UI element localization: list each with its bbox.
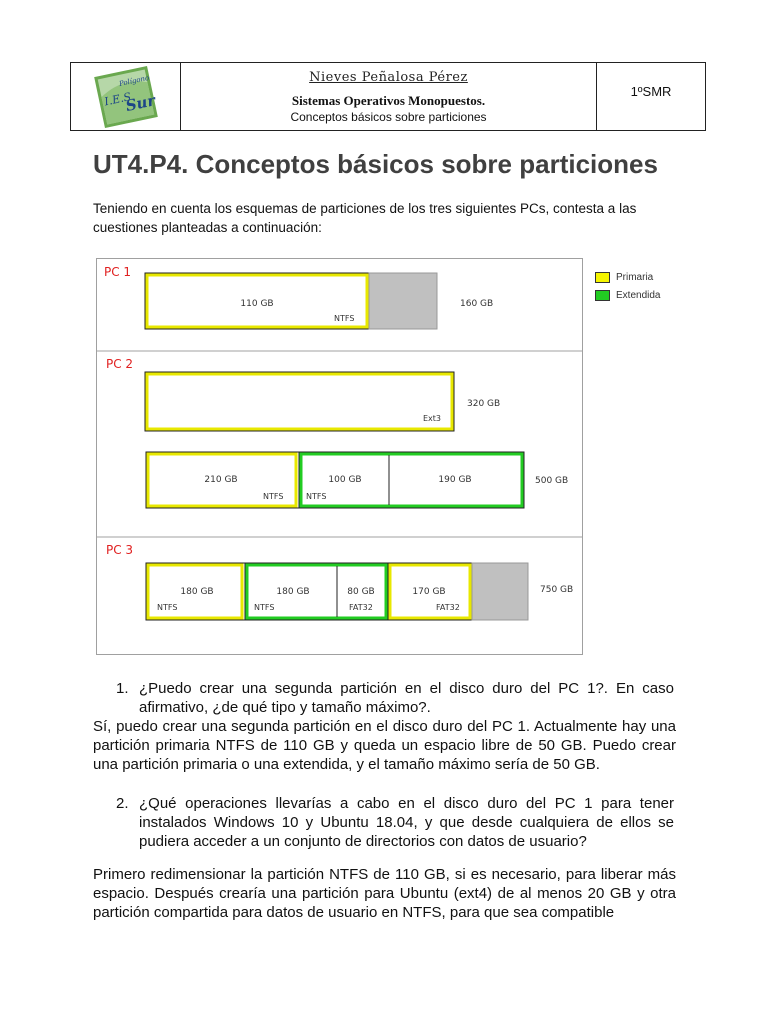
pc3-label: PC 3 [106, 543, 134, 557]
question-2-number: 2. [116, 795, 129, 812]
author-name: Nieves Peñalosa Pérez [309, 70, 468, 85]
pc1-label: PC 1 [104, 265, 132, 279]
legend-extended [595, 288, 660, 302]
pc2-disk1 [145, 372, 500, 431]
pc2-label: PC 2 [106, 357, 134, 371]
pc1-free-space [369, 273, 437, 329]
pc3-l2-size: 80 GB [347, 587, 375, 597]
question-1-number: 1. [116, 680, 129, 697]
school-logo-icon [71, 63, 181, 130]
legend-extended-label: Extendida [616, 289, 661, 301]
header-center [181, 63, 597, 130]
question-1-text: ¿Puedo crear una segunda partición en el disco duro del PC 1?. En caso afirmativo, ¿de qué tipo y tamaño máximo?. [139, 680, 674, 716]
pc3-free-space [472, 563, 528, 620]
topic-name: Conceptos básicos sobre particiones [290, 110, 487, 124]
pc2-disk1-total: 320 GB [467, 399, 501, 409]
pc2-l2-size: 190 GB [438, 475, 472, 485]
pc3-p1-fs: NTFS [157, 603, 178, 612]
partition-diagram [96, 258, 583, 655]
pc2-p1-fs: NTFS [263, 492, 284, 501]
answer-1: Sí, puedo crear una segunda partición en el disco duro del PC 1. Actualmente hay una partición primaria NTFS de 110 GB y queda un espacio libre de 50 GB. Puedo crear una partición primaria o una extendida, y el tamaño máximo sería de 50 GB. [93, 718, 676, 773]
pc3-l2-fs: FAT32 [349, 603, 373, 612]
subject-name: Sistemas Operativos Monopuestos. [291, 93, 486, 108]
school-logo [71, 63, 181, 130]
legend-primary-label: Primaria [616, 271, 654, 283]
pc1-p1-fs: NTFS [334, 314, 355, 323]
question-2-text: ¿Qué operaciones llevarías a cabo en el disco duro del PC 1 para tener instalados Windows 10 y Ubuntu 18.04, y que desde cualquiera de ellos se pudiera acceder a un conjunto de directorios con datos de usuario? [139, 795, 674, 850]
svg-text:Sur: Sur [124, 91, 157, 116]
pc1-total: 160 GB [460, 299, 494, 309]
pc2-l1-fs: NTFS [306, 492, 327, 501]
intro-paragraph: Teniendo en cuenta los esquemas de particiones de los tres siguientes PCs, contesta a las cuestiones planteadas a continuación: [93, 201, 637, 235]
pc3-p1-size: 180 GB [180, 587, 214, 597]
svg-text:I.E.S: I.E.S [103, 90, 133, 109]
pc2-p1-size: 210 GB [204, 475, 238, 485]
page-title: UT4.P4. Conceptos básicos sobre particiones [93, 149, 658, 179]
pc2-disk2 [146, 452, 568, 508]
legend-primary-swatch [595, 272, 610, 283]
pc3-disk [146, 563, 573, 620]
legend-primary [595, 270, 660, 284]
svg-text:Polígono: Polígono [118, 73, 150, 89]
pc2-l1-size: 100 GB [328, 475, 362, 485]
course-label: 1ºSMR [630, 84, 672, 99]
pc3-l1-size: 180 GB [276, 587, 310, 597]
pc3-l1-fs: NTFS [254, 603, 275, 612]
pc3-total: 750 GB [540, 585, 574, 595]
pc1-p1-size: 110 GB [240, 299, 274, 309]
pc3-p2-size: 170 GB [412, 587, 446, 597]
legend [595, 270, 660, 302]
pc1-disk [145, 273, 493, 329]
pc3-p2-fs: FAT32 [436, 603, 460, 612]
answer-2: Primero redimensionar la partición NTFS de 110 GB, si es necesario, para liberar más espacio. Después crearía una partición para Ubuntu (ext4) de al menos 20 GB y otra partición compartida para datos de usuario en NTFS, para que sea compatible [93, 866, 676, 921]
legend-extended-swatch [595, 290, 610, 301]
header-course [597, 63, 705, 130]
pc2-disk2-total: 500 GB [535, 476, 569, 486]
document-header [70, 62, 706, 131]
pc2-disk1-fs: Ext3 [423, 414, 442, 423]
